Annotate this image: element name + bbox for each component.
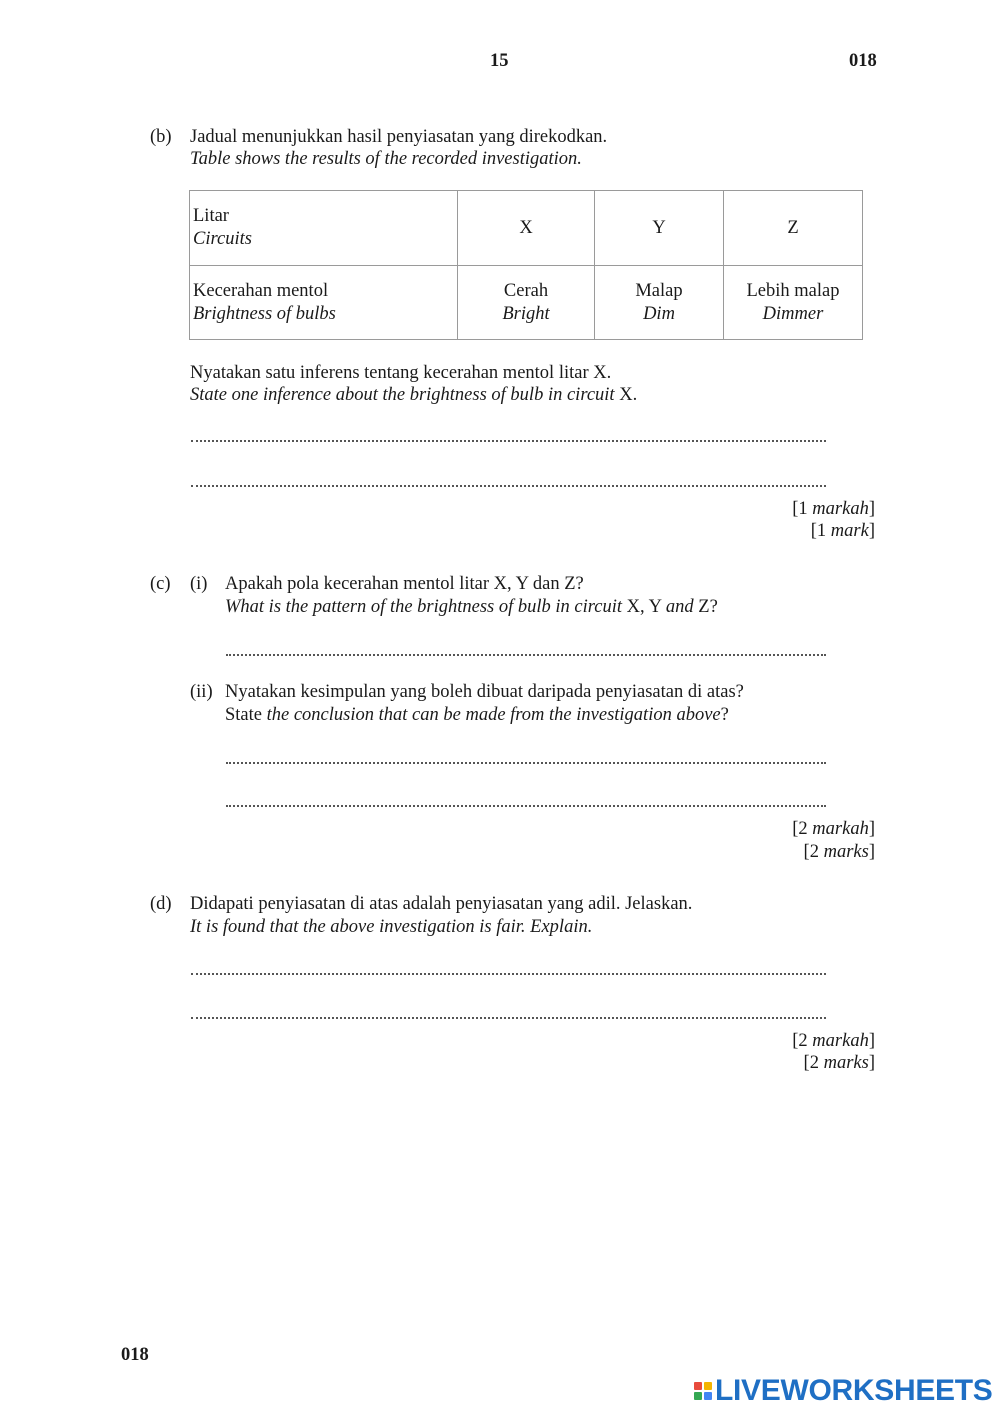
part-b-intro-en: Table shows the results of the recorded investigation.	[190, 149, 582, 169]
part-d-question-ms: Didapati penyiasatan di atas adalah penyiasatan yang adil. Jelaskan.	[190, 894, 693, 914]
circuits-label-en: Circuits	[193, 229, 252, 249]
circuits-label-ms: Litar	[193, 206, 229, 226]
z-brightness-ms: Lebih malap	[746, 280, 840, 301]
logo-square-red	[694, 1382, 702, 1390]
table-cell-circuits-label	[190, 191, 458, 266]
part-b-label: (b)	[150, 127, 172, 147]
marks-word: markah	[812, 1031, 869, 1051]
answer-line-b-2[interactable]	[191, 485, 826, 487]
part-c-i-question-ms: Apakah pola kecerahan mentol litar X, Y dan Z?	[225, 574, 584, 594]
part-c-i-question-en	[225, 596, 718, 619]
c-ii-en-part-c: ?	[720, 705, 729, 725]
results-table	[189, 190, 863, 340]
part-b-marks-en	[811, 520, 875, 543]
answer-line-c-i[interactable]	[226, 654, 826, 656]
part-c-ii-question-ms: Nyatakan kesimpulan yang boleh dibuat daripada penyiasatan di atas?	[225, 682, 744, 702]
liveworksheets-icon	[694, 1382, 712, 1400]
y-brightness-ms: Malap	[635, 280, 683, 301]
liveworksheets-text: LIVEWORKSHEETS	[715, 1374, 993, 1407]
c-ii-en-part-b: the conclusion that can be made from the investigation above	[266, 705, 721, 725]
c-ii-en-part-a: State	[225, 705, 267, 725]
marks-suffix: ]	[868, 842, 875, 862]
marks-word: marks	[823, 1053, 869, 1073]
answer-line-d-1[interactable]	[191, 973, 826, 975]
marks-suffix: ]	[868, 1053, 875, 1073]
table-row	[190, 191, 863, 266]
table-cell-brightness-label	[190, 266, 458, 340]
part-d-marks-ms	[792, 1030, 875, 1053]
part-d-question-en: It is found that the above investigation is fair. Explain.	[190, 917, 593, 937]
logo-square-yellow	[704, 1382, 712, 1390]
c-i-en-part-b: X, Y	[622, 597, 666, 617]
x-brightness-en: Bright	[502, 303, 550, 324]
part-c-label: (c)	[150, 574, 171, 594]
part-d-marks-en	[804, 1052, 875, 1075]
marks-suffix: ]	[868, 499, 875, 519]
part-d-label: (d)	[150, 894, 172, 914]
brightness-label-en: Brightness of bulbs	[193, 303, 336, 324]
table-cell-y-brightness	[595, 266, 724, 340]
part-c-marks-ms	[792, 818, 875, 841]
liveworksheets-logo	[694, 1376, 993, 1406]
table-cell-z: Z	[724, 191, 863, 266]
part-b-question-ms: Nyatakan satu inferens tentang kecerahan mentol litar X.	[190, 363, 612, 383]
c-i-en-part-c: and	[665, 597, 694, 617]
marks-word: markah	[812, 819, 869, 839]
marks-suffix: ]	[868, 1031, 875, 1051]
part-b-question-en	[190, 384, 637, 407]
marks-word: mark	[830, 521, 869, 541]
page-number: 15	[490, 51, 509, 71]
answer-line-c-ii-1[interactable]	[226, 762, 826, 764]
brightness-label-ms: Kecerahan mentol	[193, 280, 329, 301]
table-cell-x: X	[458, 191, 595, 266]
answer-line-b-1[interactable]	[191, 440, 826, 442]
marks-word: markah	[812, 499, 869, 519]
table-cell-y: Y	[595, 191, 724, 266]
marks-word: marks	[823, 842, 869, 862]
c-i-en-part-d: Z?	[693, 597, 718, 617]
paper-code-footer: 018	[121, 1345, 149, 1365]
x-brightness-ms: Cerah	[503, 280, 549, 301]
table-row	[190, 266, 863, 340]
marks-prefix: [2	[803, 1053, 824, 1073]
marks-prefix: [2	[803, 842, 824, 862]
marks-prefix: [1	[792, 499, 813, 519]
marks-suffix: ]	[868, 819, 875, 839]
y-brightness-en: Dim	[643, 303, 675, 324]
table-cell-x-brightness	[458, 266, 595, 340]
paper-code-header: 018	[849, 51, 877, 71]
logo-square-green	[694, 1392, 702, 1400]
marks-prefix: [1	[810, 521, 831, 541]
part-c-marks-en	[804, 841, 875, 864]
answer-line-d-2[interactable]	[191, 1017, 826, 1019]
part-c-ii-label: (ii)	[190, 682, 213, 702]
marks-suffix: ]	[868, 521, 875, 541]
marks-prefix: [2	[792, 1031, 813, 1051]
part-b-question-en-circuit: X.	[614, 385, 638, 405]
marks-prefix: [2	[792, 819, 813, 839]
c-i-en-part-a: What is the pattern of the brightness of bulb in circuit	[225, 597, 623, 617]
z-brightness-en: Dimmer	[762, 303, 824, 324]
part-b-marks-ms	[792, 498, 875, 521]
part-c-i-label: (i)	[190, 574, 208, 594]
part-b-intro-ms: Jadual menunjukkan hasil penyiasatan yang direkodkan.	[190, 127, 608, 147]
part-b-question-en-italic: State one inference about the brightness of bulb in circuit	[190, 385, 615, 405]
logo-square-blue	[704, 1392, 712, 1400]
table-cell-z-brightness	[724, 266, 863, 340]
answer-line-c-ii-2[interactable]	[226, 805, 826, 807]
part-c-ii-question-en	[225, 704, 729, 727]
